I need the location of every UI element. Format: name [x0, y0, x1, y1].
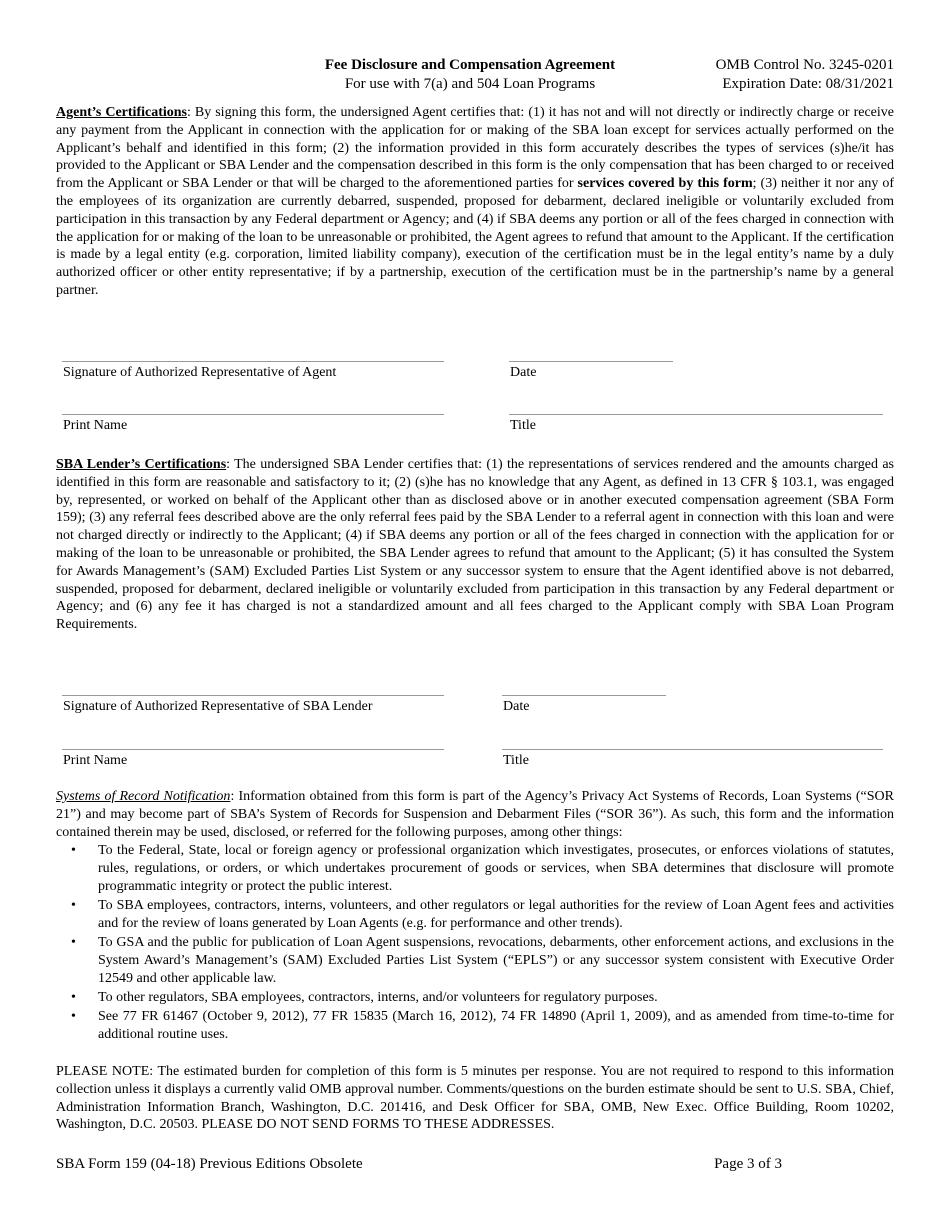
list-item	[56, 842, 894, 895]
form-title: Fee Disclosure and Compensation Agreement	[324, 57, 616, 73]
omb-info	[674, 56, 894, 94]
agent-cert-heading: Agent’s Certifications	[56, 105, 188, 120]
lender-print-name-label: Print Name	[63, 753, 128, 768]
sor-heading: Systems of Record Notification	[56, 789, 231, 804]
page-footer	[56, 1155, 782, 1173]
page-number: Page 3 of 3	[714, 1156, 782, 1172]
form-identifier: SBA Form 159 (04-18) Previous Editions Obsolete	[56, 1156, 363, 1172]
bullet-icon: •	[71, 843, 76, 858]
list-item	[56, 989, 894, 1007]
lender-title-line[interactable]	[502, 749, 883, 750]
agent-date-label: Date	[510, 365, 537, 380]
lender-cert-heading: SBA Lender’s Certifications	[56, 457, 227, 472]
list-item	[56, 1008, 894, 1044]
form-title-block	[290, 56, 650, 94]
sor-text: : Information obtained from this form is part of the Agency’s Privacy Act Systems of Records, Loan Systems (“SOR 21”) and may become part of SBA’s System of Records for Suspension and Debarment Files (“SOR 36”). As such, this form and the information contained therein may be used, disclosed, or referred for the following purposes, among other things:	[56, 789, 894, 840]
agent-date-line[interactable]	[509, 361, 673, 362]
bullet-icon: •	[71, 989, 76, 1005]
agent-title-line[interactable]	[509, 414, 883, 415]
agent-cert-text-a: : By signing this form, the undersigned Agent certifies that: (1) it has not and will not directly or indirectly charge or receive any payment from the Applicant in connection with the application for or making of the SBA loan except for services actually performed on the Applicant’s behalf and identified in this form; (2) the information provided in this form accurately describes the types of services (s)he/it has provided to the Applicant or SBA Lender and the compensation described in this form is the only compensation that has been charged to or received from the Applicant or SBA Lender or that will be charged to the aforementioned parties for	[56, 105, 895, 192]
lender-print-name-line[interactable]	[62, 749, 444, 750]
lender-date-label: Date	[503, 699, 530, 714]
form-header	[0, 56, 950, 96]
omb-control-number: OMB Control No. 3245-0201	[715, 57, 894, 73]
burden-notice: PLEASE NOTE: The estimated burden for completion of this form is 5 minutes per response. You are not required to respond to this information collection unless it displays a currently valid OMB approval number. Comments/questions on the burden estimate should be sent to U.S. SBA, Chief, Administration Information Branch, Washington, D.C. 201416, and Desk Officer for SBA, OMB, New Exec. Office Building, Room 10202, Washington, D.C. 20503. PLEASE DO NOT SEND FORMS TO THESE ADDRESSES.	[56, 1064, 894, 1133]
bullet-text: To SBA employees, contractors, interns, volunteers, and other regulators or legal authorities for the review of Loan Agent fees and activities and for the review of loans generated by Loan Agents (e.g. for performance and other trends).	[98, 897, 894, 931]
agent-print-name-label: Print Name	[63, 418, 128, 433]
bullet-text: See 77 FR 61467 (October 9, 2012), 77 FR 15835 (March 16, 2012), 74 FR 14890 (April 1, 2009), and as amended from time-to-time for additional routine uses.	[98, 1009, 894, 1042]
bullet-text: To GSA and the public for publication of Loan Agent suspensions, revocations, debarments, other enforcement actions, and exclusions in the System Award’s Management’s (SAM) Excluded Parties List System (“EPLS”) or any successor system consistent with Executive Order 12549 and other applicable law.	[98, 934, 894, 986]
agent-cert-bold: services covered by this form	[577, 176, 753, 192]
expiration-date: Expiration Date: 08/31/2021	[722, 76, 894, 92]
bullet-icon: •	[71, 1009, 76, 1025]
bullet-icon: •	[71, 934, 76, 950]
form-subtitle: For use with 7(a) and 504 Loan Programs	[344, 76, 596, 92]
agent-signature-line[interactable]	[62, 361, 444, 362]
list-item	[56, 897, 894, 933]
agent-signature-label: Signature of Authorized Representative of Agent	[63, 365, 337, 380]
sor-bullet-list	[56, 842, 894, 1045]
bullet-text: To the Federal, State, local or foreign agency or professional organization which investigates, prosecutes, or enforces violations of statutes, rules, regulations, or orders, or which undertakes procurement of goods or services, when SBA determines that disclosure will promote programmatic integrity or protect the public interest.	[98, 843, 894, 894]
lender-title-label: Title	[503, 753, 529, 768]
agent-title-label: Title	[510, 418, 536, 433]
bullet-icon: •	[71, 897, 76, 913]
systems-of-record-notification	[56, 788, 894, 841]
agent-cert-text-b: ; (3) neither it nor any of the employees of its organization are currently debarred, suspended, proposed for debarment, declared ineligible or voluntarily excluded from participation in this transaction by any Federal department or Agency; and (4) if SBA deems any portion or all of the fees charged in connection with the application for or making of the loan to be unreasonable or prohibited, the Agent agrees to refund that amount to the Applicant. If the certification is made by a legal entity (e.g. corporation, limited liability company), execution of the certification must be in the legal entity’s name by a duly authorized officer or other entity representative; if by a partnership, execution of the certification must be in the partnership’s name by a general partner.	[56, 176, 894, 298]
lender-date-line[interactable]	[502, 695, 666, 696]
lender-signature-label: Signature of Authorized Representative of SBA Lender	[63, 699, 373, 714]
lender-cert-text: : The undersigned SBA Lender certifies that: (1) the representations of services rendered and the amounts charged as identified in this form are reasonable and satisfactory to it; (2) (s)he has no knowledge that any Agent, as defined in 13 CFR § 103.1, was engaged by, represented, or worked on behalf of the Applicant other than as disclosed above or in another executed compensation agreement (SBA Form 159); (3) any referral fees described above are the only referral fees paid by the SBA Lender to a referral agent in connection with this loan and were not charged directly or indirectly to the Applicant; (4) if SBA deems any portion or all of the fees charged in connection with the application for or making of the loan to be unreasonable or prohibited, the SBA Lender agrees to refund that amount to the Applicant; (5) it has consulted the System for Awards Management’s (SAM) Excluded Parties List System or any successor system to ensure that the Agent identified above is not debarred, suspended, proposed for debarment, declared ineligible or voluntarily excluded from participation in this transaction by any Federal department or Agency; and (6) any fee it has charged is not a standardized amount and all fees charged to the Applicant comply with SBA Loan Program Requirements.	[56, 457, 894, 633]
bullet-text: To other regulators, SBA employees, contractors, interns, and/or volunteers for regulatory purposes.	[98, 989, 658, 1005]
lender-certifications	[56, 456, 894, 634]
agent-certifications	[56, 104, 894, 300]
agent-print-name-line[interactable]	[62, 414, 444, 415]
lender-signature-line[interactable]	[62, 695, 444, 696]
list-item	[56, 934, 894, 987]
